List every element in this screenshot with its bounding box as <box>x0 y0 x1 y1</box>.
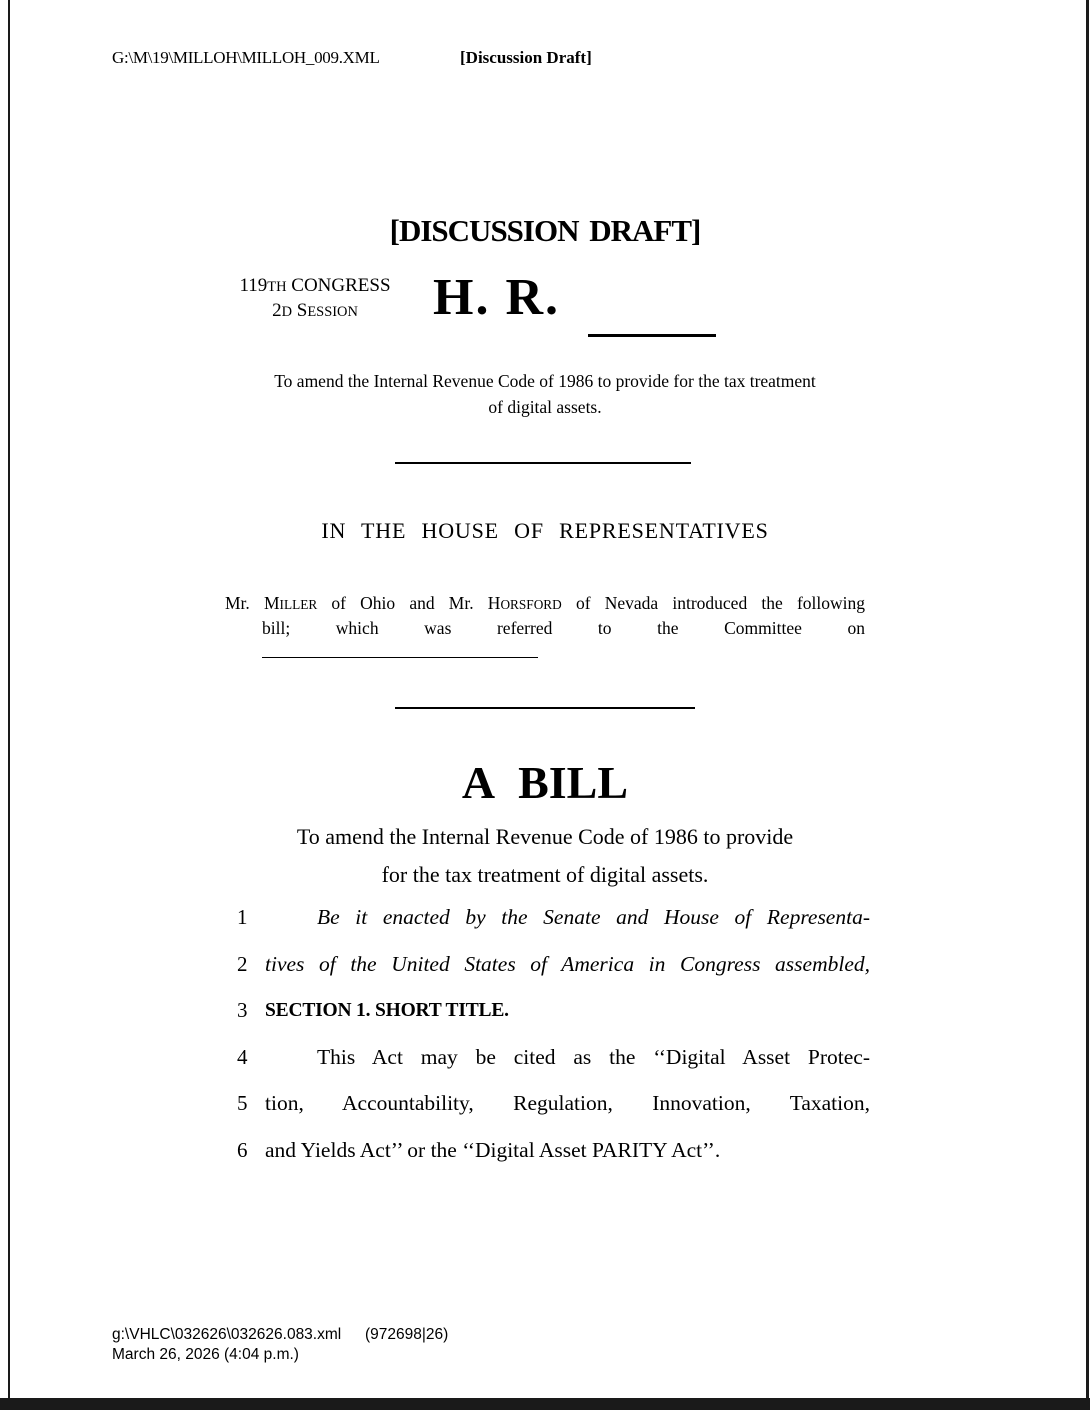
chamber-heading: IN THE HOUSE OF REPRESENTATIVES <box>321 518 769 543</box>
line-text: Be it enacted by the Senate and House of Representa- <box>317 905 870 929</box>
bill-line <box>237 1091 870 1138</box>
line-number: 1 <box>237 905 248 929</box>
congress-session-block <box>222 274 408 324</box>
discussion-draft-banner: [DISCUSSION DRAFT] <box>389 213 701 248</box>
bill-line <box>237 1045 870 1092</box>
line-number: 5 <box>237 1091 248 1115</box>
official-title-line: To amend the Internal Revenue Code of 1986 to provide for the tax treatment <box>274 371 816 391</box>
line-text: tives of the United States of America in Congress assembled, <box>265 951 870 976</box>
bill-number: H. R. <box>433 269 560 326</box>
bill-line <box>237 905 870 952</box>
bill-number-blank <box>588 334 716 337</box>
sponsor-line: Mr. MILLER of Ohio and Mr. HORSFORD of Nevada introduced the following <box>225 593 865 613</box>
page-bottom-bar <box>0 1398 1090 1410</box>
sponsor-paragraph <box>225 592 865 639</box>
referral-line: bill; which was referred to the Committee on <box>262 617 865 638</box>
line-text: and Yields Act’’ or the ‘‘Digital Asset PARITY Act’’. <box>265 1137 721 1162</box>
footer-date: March 26, 2026 (4:04 p.m.) <box>112 1346 299 1363</box>
line-number: 4 <box>237 1044 248 1069</box>
line-text: This Act may be cited as the ‘‘Digital Asset Protec- <box>317 1044 870 1069</box>
header-draft-label: [Discussion Draft] <box>460 48 592 67</box>
bill-title <box>195 818 895 894</box>
a-bill-heading: A BILL <box>461 757 629 808</box>
line-text: tion, Accountability, Regulation, Innovation, Taxation, <box>265 1091 870 1115</box>
footer-file-path: g:\VHLC\032626\032626.083.xml <box>112 1326 342 1343</box>
congress-line: 119TH CONGRESS <box>239 275 391 296</box>
official-title <box>195 368 895 420</box>
official-title-line: of digital assets. <box>488 397 602 417</box>
bill-line <box>237 998 870 1045</box>
separator-rule <box>395 707 695 709</box>
footer-file-row <box>112 1325 449 1345</box>
header-file-path: G:\M\19\MILLOH\MILLOH_009.XML <box>112 48 380 67</box>
bill-body <box>237 905 870 1184</box>
page-border-right <box>1086 0 1089 1410</box>
footer-code: (972698|26) <box>365 1326 449 1343</box>
line-number: 2 <box>237 951 248 976</box>
page-border-left <box>8 0 10 1410</box>
committee-blank-line <box>262 657 538 658</box>
bill-title-line: for the tax treatment of digital assets. <box>381 862 709 887</box>
footer <box>112 1325 449 1365</box>
bill-title-line: To amend the Internal Revenue Code of 1986 to provide <box>296 824 794 849</box>
bill-line <box>237 952 870 999</box>
session-line: 2D SESSION <box>272 300 358 321</box>
bill-line <box>237 1138 870 1185</box>
line-text: SECTION 1. SHORT TITLE. <box>265 1000 509 1021</box>
line-number: 6 <box>237 1137 248 1162</box>
separator-rule <box>395 462 691 464</box>
line-number: 3 <box>237 998 248 1022</box>
